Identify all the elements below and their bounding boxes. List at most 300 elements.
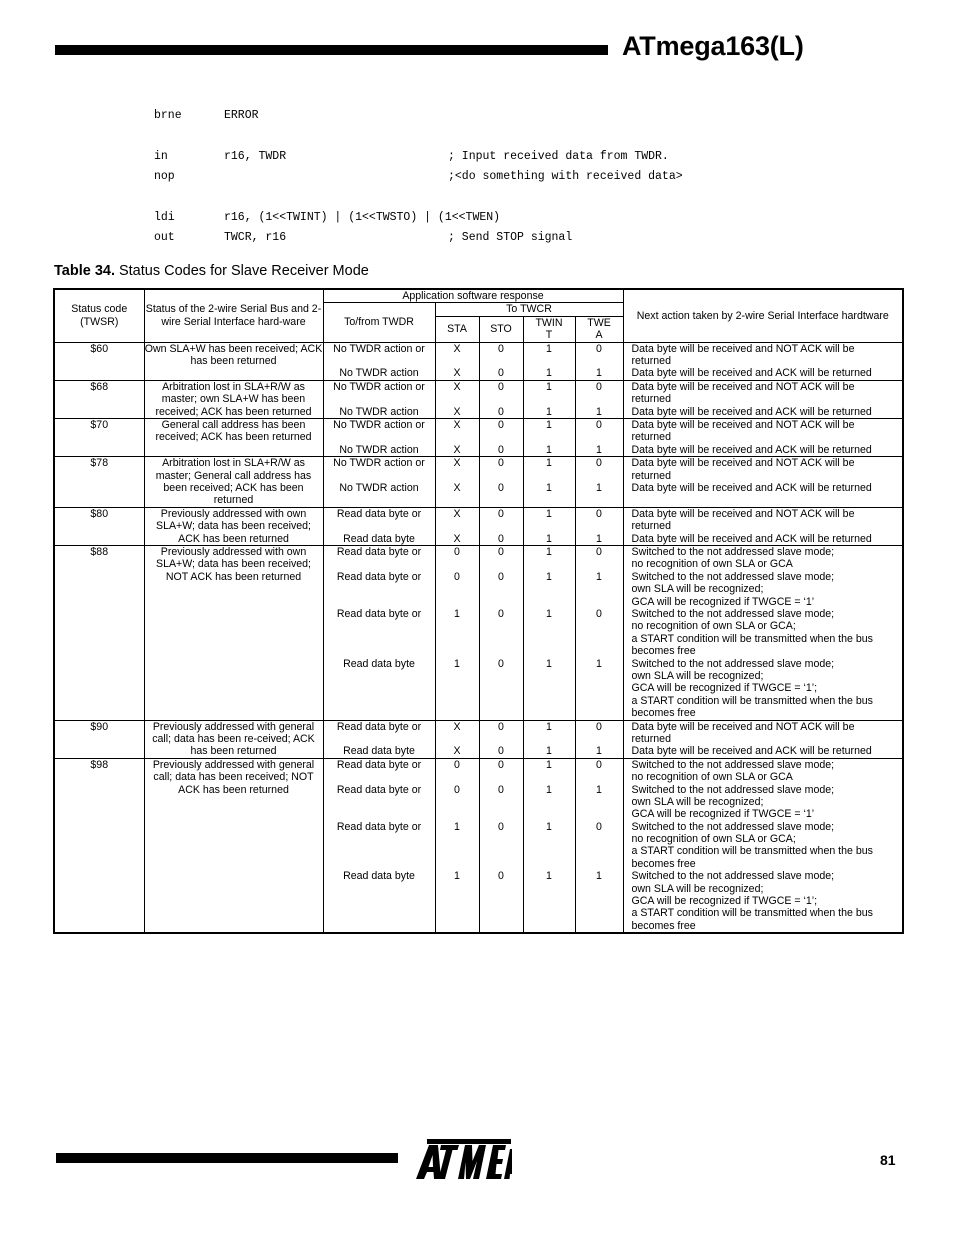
sta-cell-line: X — [453, 457, 461, 470]
sto-cell-line: 0 — [498, 443, 504, 456]
twint-cell-line — [524, 845, 575, 857]
sta-cell — [435, 546, 479, 720]
header-twint — [523, 316, 575, 342]
header-rule — [55, 45, 608, 55]
response-cell-line: No TWDR action — [339, 443, 419, 456]
twea-cell-line: 1 — [596, 570, 602, 583]
code-comment: ;<do something with received data> — [448, 170, 683, 184]
response-cell-line: Read data byte — [343, 745, 415, 758]
sta-cell-line — [436, 907, 479, 919]
code-comment: ; Send STOP signal — [448, 231, 573, 245]
twea-cell-line — [576, 907, 623, 919]
status-code-cell: $78 — [54, 457, 144, 508]
twint-cell — [523, 546, 575, 720]
sto-cell-line: 0 — [498, 380, 504, 393]
next-action-cell — [623, 342, 903, 380]
atmel-logo — [414, 1135, 512, 1183]
twea-cell-line — [576, 558, 623, 570]
twint-cell-line: 1 — [546, 745, 552, 758]
sto-cell-line — [480, 633, 523, 645]
sta-cell-line — [436, 633, 479, 645]
response-cell-line — [324, 670, 435, 682]
status-description-cell: Own SLA+W has been received; ACK has been returned — [144, 342, 323, 380]
status-code-cell: $88 — [54, 546, 144, 720]
next-action-cell-line: Data byte will be received and ACK will be returned — [631, 745, 872, 758]
twea-cell-line: 0 — [596, 380, 602, 393]
sto-cell-line — [480, 558, 523, 570]
sto-cell — [479, 758, 523, 933]
response-cell-line — [324, 845, 435, 857]
next-action-cell-line: Data byte will be received and ACK will be returned — [631, 532, 872, 545]
next-action-cell-line: own SLA will be recognized; — [631, 795, 764, 808]
twint-cell-line: 1 — [546, 607, 552, 620]
response-cell — [323, 546, 435, 720]
sta-cell-line: 0 — [454, 758, 460, 771]
status-description-cell: General call address has been received; ACK has been returned — [144, 419, 323, 457]
twint-cell-line — [524, 470, 575, 482]
twea-cell-line: 1 — [596, 481, 602, 494]
header-next-action: Next action taken by 2-wire Serial Interface hardtware — [623, 289, 903, 342]
next-action-cell-line: no recognition of own SLA or GCA; — [631, 620, 796, 633]
next-action-cell-line: Data byte will be received and NOT ACK will be — [631, 419, 855, 432]
twint-cell-line: 1 — [546, 507, 552, 520]
response-cell-line — [324, 470, 435, 482]
sto-cell-line — [480, 733, 523, 745]
status-code-cell: $90 — [54, 720, 144, 758]
next-action-cell-line: GCA will be recognized if TWGCE = ‘1’; — [631, 895, 818, 908]
status-description-cell: Previously addressed with general call; data has been re-ceived; ACK has been returned — [144, 720, 323, 758]
sto-cell-line — [480, 682, 523, 694]
response-cell-line: Read data byte or — [336, 570, 422, 583]
twea-cell-line — [576, 520, 623, 532]
twea-cell-line: 1 — [596, 532, 602, 545]
next-action-cell-line: own SLA will be recognized; — [631, 882, 764, 895]
twint-cell — [523, 380, 575, 418]
sto-cell-line: 0 — [498, 758, 504, 771]
sto-cell-line — [480, 393, 523, 405]
response-cell-line: Read data byte — [343, 870, 415, 883]
twea-cell-line: 1 — [596, 405, 602, 418]
response-cell-line: No TWDR action — [339, 405, 419, 418]
sto-cell-line: 0 — [498, 657, 504, 670]
next-action-cell-line: own SLA will be recognized; — [631, 583, 764, 596]
status-description-cell: Previously addressed with own SLA+W; data has been received; ACK has been returned — [144, 507, 323, 545]
twea-cell-line — [576, 431, 623, 443]
twint-cell-line: 1 — [546, 405, 552, 418]
next-action-cell — [623, 507, 903, 545]
sta-cell — [435, 342, 479, 380]
sta-cell-line — [436, 883, 479, 895]
sta-cell — [435, 419, 479, 457]
twint-cell-line — [524, 808, 575, 820]
twint-cell-line: 1 — [546, 532, 552, 545]
status-code-cell: $60 — [54, 342, 144, 380]
next-action-cell-line: Switched to the not addressed slave mode; — [631, 758, 835, 771]
response-cell-line: Read data byte — [343, 532, 415, 545]
sto-cell-line — [480, 833, 523, 845]
twint-cell-line — [524, 633, 575, 645]
sto-cell-line — [480, 771, 523, 783]
twea-cell-line — [576, 771, 623, 783]
next-action-cell-line: no recognition of own SLA or GCA; — [631, 833, 796, 846]
twint-cell-line — [524, 858, 575, 870]
twint-cell-line: 1 — [546, 380, 552, 393]
code-operands: r16, TWDR — [224, 149, 287, 163]
sto-cell-line: 0 — [498, 720, 504, 733]
next-action-cell-line: no recognition of own SLA or GCA — [631, 771, 793, 784]
next-action-cell-line: Data byte will be received and NOT ACK will be — [631, 342, 855, 355]
response-cell-line: No TWDR action — [339, 481, 419, 494]
sta-cell-line — [436, 494, 479, 506]
next-action-cell-line: no recognition of own SLA or GCA — [631, 558, 793, 571]
sto-cell-line — [480, 470, 523, 482]
response-cell-line — [324, 707, 435, 719]
twint-cell-line: 1 — [546, 367, 552, 380]
twea-cell-line — [576, 633, 623, 645]
next-action-cell-line — [624, 494, 903, 506]
status-code-cell: $70 — [54, 419, 144, 457]
sta-cell-line — [436, 695, 479, 707]
response-cell-line — [324, 620, 435, 632]
sta-cell-line: X — [453, 481, 461, 494]
twint-cell-line: 1 — [546, 783, 552, 796]
twea-cell-line: 0 — [596, 342, 602, 355]
twint-cell — [523, 720, 575, 758]
sto-cell-line: 0 — [498, 457, 504, 470]
next-action-cell-line: returned — [631, 355, 671, 368]
response-cell-line — [324, 796, 435, 808]
twea-cell-line — [576, 645, 623, 657]
sto-cell-line — [480, 895, 523, 907]
sto-cell — [479, 342, 523, 380]
sta-cell — [435, 507, 479, 545]
sta-cell-line — [436, 393, 479, 405]
header-twea — [575, 316, 623, 342]
twint-cell-line: 1 — [546, 546, 552, 559]
response-cell-line — [324, 431, 435, 443]
next-action-cell — [623, 758, 903, 933]
twea-cell — [575, 419, 623, 457]
next-action-cell-line: Switched to the not addressed slave mode; — [631, 607, 835, 620]
next-action-cell-line: returned — [631, 431, 671, 444]
response-cell-line — [324, 494, 435, 506]
sto-cell-line: 0 — [498, 342, 504, 355]
sta-cell-line — [436, 833, 479, 845]
twint-cell-line: 1 — [546, 419, 552, 432]
code-opcode: out — [154, 231, 175, 245]
sta-cell-line — [436, 596, 479, 608]
twea-cell-line — [576, 858, 623, 870]
next-action-cell-line: GCA will be recognized if TWGCE = ‘1’ — [631, 808, 815, 821]
sto-cell — [479, 380, 523, 418]
response-cell-line — [324, 883, 435, 895]
sto-cell-line: 0 — [498, 783, 504, 796]
twea-cell-line: 1 — [596, 745, 602, 758]
twint-cell-line: 1 — [546, 570, 552, 583]
code-opcode: brne — [154, 109, 182, 122]
twea-cell-line — [576, 707, 623, 719]
twint-cell-line: 1 — [546, 481, 552, 494]
next-action-cell-line: returned — [631, 520, 671, 533]
response-cell-line — [324, 645, 435, 657]
response-cell-line — [324, 558, 435, 570]
sta-cell — [435, 380, 479, 418]
sta-cell-line — [436, 620, 479, 632]
next-action-cell — [623, 720, 903, 758]
twea-cell-line — [576, 695, 623, 707]
sto-cell-line — [480, 858, 523, 870]
twint-cell-line — [524, 920, 575, 932]
response-cell — [323, 457, 435, 508]
sto-cell-line — [480, 907, 523, 919]
response-cell-line — [324, 682, 435, 694]
next-action-cell-line: Data byte will be received and ACK will be returned — [631, 405, 872, 418]
table-row — [54, 720, 903, 758]
next-action-cell-line: returned — [631, 732, 671, 745]
sto-cell-line — [480, 845, 523, 857]
next-action-cell-line: becomes free — [631, 707, 696, 720]
twea-cell-line — [576, 393, 623, 405]
response-cell-line: Read data byte or — [336, 720, 422, 733]
twint-cell-line: 1 — [546, 870, 552, 883]
response-cell-line — [324, 833, 435, 845]
sto-cell-line — [480, 583, 523, 595]
response-cell-line — [324, 733, 435, 745]
next-action-cell-line: GCA will be recognized if TWGCE = ‘1’ — [631, 595, 815, 608]
response-cell-line — [324, 633, 435, 645]
twea-cell-line — [576, 895, 623, 907]
header-status-code: Status code (TWSR) — [54, 289, 144, 342]
twea-cell-line: 1 — [596, 657, 602, 670]
twea-cell-line: 0 — [596, 758, 602, 771]
sta-cell-line: 0 — [454, 546, 460, 559]
page-number: 81 — [880, 1152, 896, 1168]
header-twint-line1: TWIN — [535, 316, 563, 329]
header-twea-line1: TWE — [587, 316, 611, 329]
response-cell-line: Read data byte or — [336, 507, 422, 520]
sto-cell — [479, 546, 523, 720]
header-to-twcr: To TWCR — [435, 303, 623, 316]
twint-cell — [523, 457, 575, 508]
sta-cell-line — [436, 771, 479, 783]
status-code-cell: $98 — [54, 758, 144, 933]
twea-cell — [575, 546, 623, 720]
sto-cell-line — [480, 494, 523, 506]
document-title: ATmega163(L) — [622, 31, 804, 61]
next-action-cell-line: a START condition will be transmitted when the bus — [631, 845, 873, 858]
next-action-cell-line: Switched to the not addressed slave mode; — [631, 546, 835, 559]
sto-cell-line — [480, 620, 523, 632]
twea-cell-line — [576, 620, 623, 632]
sta-cell-line — [436, 682, 479, 694]
twea-cell-line — [576, 796, 623, 808]
sto-cell-line — [480, 920, 523, 932]
code-operands: r16, (1<<TWINT) | (1<<TWSTO) | (1<<TWEN) — [224, 210, 501, 224]
sta-cell-line — [436, 520, 479, 532]
next-action-cell — [623, 380, 903, 418]
sto-cell-line — [480, 596, 523, 608]
sta-cell-line: X — [453, 342, 461, 355]
response-cell-line — [324, 583, 435, 595]
sta-cell-line: X — [453, 367, 461, 380]
response-cell — [323, 720, 435, 758]
twea-cell — [575, 457, 623, 508]
sto-cell — [479, 507, 523, 545]
sto-cell-line: 0 — [498, 745, 504, 758]
table-row — [54, 457, 903, 508]
response-cell-line — [324, 920, 435, 932]
code-operands: TWCR, r16 — [224, 231, 287, 245]
twea-cell-line: 0 — [596, 546, 602, 559]
twint-cell-line — [524, 733, 575, 745]
response-cell-line — [324, 907, 435, 919]
twint-cell-line — [524, 355, 575, 367]
twint-cell-line — [524, 833, 575, 845]
next-action-cell-line: becomes free — [631, 919, 696, 932]
sto-cell-line: 0 — [498, 507, 504, 520]
sta-cell-line — [436, 895, 479, 907]
sta-cell-line: X — [453, 380, 461, 393]
twint-cell-line: 1 — [546, 457, 552, 470]
response-cell-line — [324, 695, 435, 707]
header-sto: STO — [479, 316, 523, 342]
next-action-cell-line: Data byte will be received and NOT ACK will be — [631, 380, 855, 393]
sta-cell-line: 0 — [454, 570, 460, 583]
sto-cell-line: 0 — [498, 405, 504, 418]
sta-cell-line — [436, 920, 479, 932]
sta-cell-line — [436, 645, 479, 657]
sta-cell — [435, 457, 479, 508]
twint-cell — [523, 758, 575, 933]
sto-cell-line: 0 — [498, 607, 504, 620]
table-row — [54, 380, 903, 418]
twint-cell-line — [524, 895, 575, 907]
response-cell-line: No TWDR action or — [333, 457, 425, 470]
response-cell-line: Read data byte or — [336, 783, 422, 796]
twea-cell-line — [576, 470, 623, 482]
response-cell-line — [324, 520, 435, 532]
status-description-cell: Previously addressed with own SLA+W; data has been received; NOT ACK has been returned — [144, 546, 323, 720]
twint-cell-line: 1 — [546, 820, 552, 833]
twea-cell-line — [576, 682, 623, 694]
next-action-cell — [623, 546, 903, 720]
table-row — [54, 758, 903, 933]
status-code-cell: $68 — [54, 380, 144, 418]
twea-cell-line: 0 — [596, 607, 602, 620]
sto-cell-line: 0 — [498, 570, 504, 583]
twint-cell-line — [524, 707, 575, 719]
twint-cell-line: 1 — [546, 342, 552, 355]
twea-cell — [575, 342, 623, 380]
table-row — [54, 507, 903, 545]
sta-cell — [435, 758, 479, 933]
twint-cell-line — [524, 393, 575, 405]
response-cell — [323, 758, 435, 933]
response-cell — [323, 380, 435, 418]
sto-cell-line — [480, 670, 523, 682]
response-cell-line: Read data byte or — [336, 607, 422, 620]
sto-cell-line — [480, 355, 523, 367]
next-action-cell-line: returned — [631, 393, 671, 406]
response-cell-line — [324, 393, 435, 405]
next-action-cell-line: Data byte will be received and NOT ACK will be — [631, 720, 855, 733]
sto-cell-line: 0 — [498, 546, 504, 559]
sta-cell-line: X — [453, 419, 461, 432]
twint-cell-line — [524, 620, 575, 632]
sto-cell-line — [480, 645, 523, 657]
twint-cell — [523, 419, 575, 457]
twea-cell-line — [576, 355, 623, 367]
header-tofrom-twdr: To/from TWDR — [323, 303, 435, 342]
response-cell-line: Read data byte or — [336, 758, 422, 771]
twint-cell-line — [524, 907, 575, 919]
sta-cell-line — [436, 796, 479, 808]
sta-cell-line: 0 — [454, 783, 460, 796]
response-cell-line: Read data byte — [343, 657, 415, 670]
status-description-cell: Arbitration lost in SLA+R/W as master; General call address has been received; ACK has been returned — [144, 457, 323, 508]
twea-cell-line — [576, 845, 623, 857]
status-codes-table — [53, 288, 904, 934]
twint-cell — [523, 507, 575, 545]
sto-cell-line — [480, 796, 523, 808]
response-cell-line: No TWDR action or — [333, 342, 425, 355]
sto-cell-line: 0 — [498, 820, 504, 833]
table-caption-label: Table 34. — [54, 263, 115, 279]
twea-cell-line: 0 — [596, 457, 602, 470]
status-description-cell: Arbitration lost in SLA+R/W as master; own SLA+W has been received; ACK has been returned — [144, 380, 323, 418]
sta-cell-line: X — [453, 507, 461, 520]
code-opcode: nop — [154, 170, 175, 184]
twint-cell-line — [524, 682, 575, 694]
next-action-cell-line: Data byte will be received and ACK will be returned — [631, 443, 872, 456]
twea-cell-line — [576, 808, 623, 820]
twea-cell-line: 1 — [596, 783, 602, 796]
next-action-cell-line: own SLA will be recognized; — [631, 669, 764, 682]
twint-cell-line: 1 — [546, 758, 552, 771]
sto-cell-line — [480, 431, 523, 443]
twea-cell-line — [576, 883, 623, 895]
response-cell — [323, 342, 435, 380]
response-cell-line: No TWDR action or — [333, 419, 425, 432]
sto-cell-line: 0 — [498, 532, 504, 545]
response-cell-line: Read data byte or — [336, 546, 422, 559]
twint-cell-line — [524, 431, 575, 443]
sta-cell-line: X — [453, 443, 461, 456]
twea-cell — [575, 380, 623, 418]
twint-cell — [523, 342, 575, 380]
twint-cell-line — [524, 596, 575, 608]
sta-cell-line: X — [453, 720, 461, 733]
twint-cell-line — [524, 520, 575, 532]
code-comment: ; Input received data from TWDR. — [448, 149, 669, 163]
sto-cell-line — [480, 707, 523, 719]
sta-cell-line — [436, 431, 479, 443]
twea-cell-line — [576, 733, 623, 745]
next-action-cell-line: a START condition will be transmitted when the bus — [631, 907, 873, 920]
response-cell-line — [324, 771, 435, 783]
table-row — [54, 546, 903, 720]
sta-cell-line — [436, 558, 479, 570]
twea-cell-line: 1 — [596, 367, 602, 380]
response-cell-line: No TWDR action or — [333, 380, 425, 393]
sta-cell-line: X — [453, 532, 461, 545]
twea-cell — [575, 758, 623, 933]
twea-cell-line — [576, 670, 623, 682]
sta-cell-line: 1 — [454, 870, 460, 883]
sto-cell-line: 0 — [498, 481, 504, 494]
response-cell-line — [324, 355, 435, 367]
sto-cell-line — [480, 883, 523, 895]
